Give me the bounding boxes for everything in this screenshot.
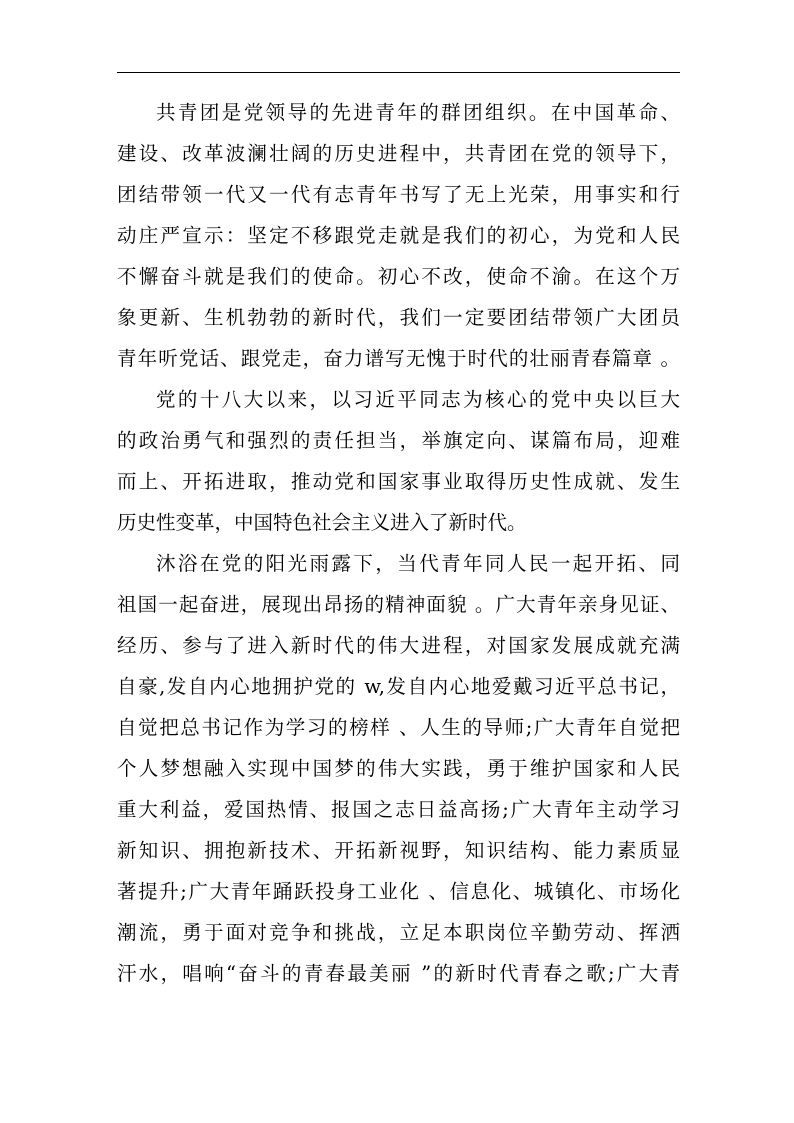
text-line: 象更新、生机勃勃的新时代，我们一定要团结带领广大团员 — [117, 306, 680, 329]
text-line: 经历、参与了进入新时代的伟大进程，对国家发展成就充满 — [117, 634, 680, 657]
text-line: 而上、开拓进取，推动党和国家事业取得历史性成就、发生 — [117, 470, 680, 493]
text-line: 历史性变革，中国特色社会主义进入了新时代。 — [117, 511, 527, 534]
text-line: 青年听党话、跟党走，奋力谱写无愧于时代的壮丽青春篇章 。 — [117, 347, 680, 370]
text-line: 团结带领一代又一代有志青年书写了无上光荣，用事实和行 — [117, 183, 680, 206]
text-line: 重大利益，爱国热情、报国之志日益高扬;广大青年主动学习 — [117, 798, 680, 821]
text-line: 自豪,发自内心地拥护党的 w,发自内心地爱戴习近平总书记， — [117, 675, 680, 698]
text-line: 共青团是党领导的先进青年的群团组织。在中国革命、 — [156, 101, 680, 124]
text-line: 建设、改革波澜壮阔的历史进程中，共青团在党的领导下， — [117, 142, 680, 165]
text-line: 个人梦想融入实现中国梦的伟大实践，勇于维护国家和人民 — [117, 757, 680, 780]
text-line: 沐浴在党的阳光雨露下，当代青年同人民一起开拓、同 — [156, 552, 680, 575]
text-line: 汗水，唱响“奋斗的青春最美丽 ”的新时代青春之歌;广大青 — [117, 962, 680, 985]
header-rule — [117, 72, 680, 73]
text-line: 祖国一起奋进，展现出昂扬的精神面貌 。广大青年亲身见证、 — [117, 593, 680, 616]
paragraph-2 — [117, 379, 680, 543]
text-line: 的政治勇气和强烈的责任担当，举旗定向、谋篇布局，迎难 — [117, 429, 680, 452]
text-line: 不懈奋斗就是我们的使命。初心不改，使命不渝。在这个万 — [117, 265, 680, 288]
text-line: 新知识、拥抱新技术、开拓新视野，知识结构、能力素质显 — [117, 839, 680, 862]
text-line: 潮流，勇于面对竞争和挑战，立足本职岗位辛勤劳动、挥洒 — [117, 921, 680, 944]
text-line: 自觉把总书记作为学习的榜样 、人生的导师;广大青年自觉把 — [117, 716, 680, 739]
text-line: 著提升;广大青年踊跃投身工业化 、信息化、城镇化、市场化 — [117, 880, 680, 903]
paragraph-1 — [117, 92, 680, 379]
text-line: 动庄严宣示：坚定不移跟党走就是我们的初心，为党和人民 — [117, 224, 680, 247]
text-line: 党的十八大以来，以习近平同志为核心的党中央以巨大 — [156, 388, 680, 411]
document-body — [117, 92, 680, 994]
paragraph-3 — [117, 543, 680, 994]
